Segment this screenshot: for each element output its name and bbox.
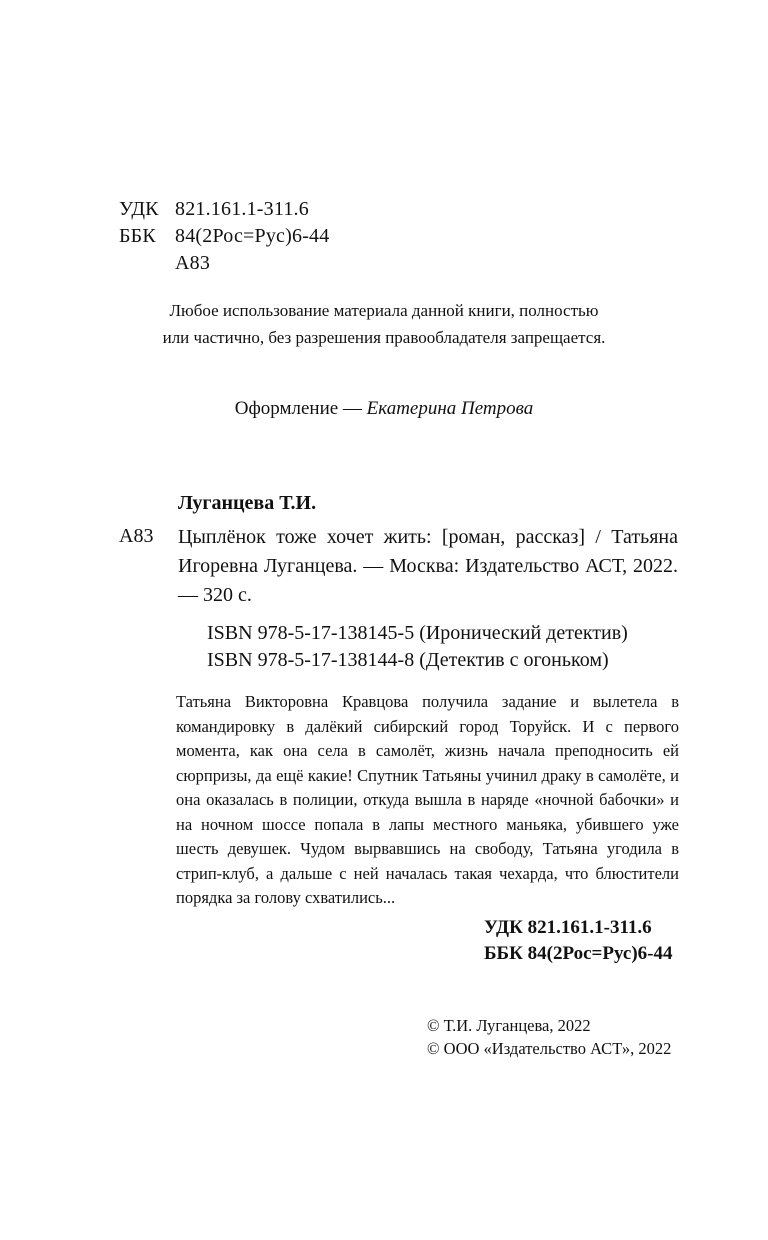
copyright-author: © Т.И. Луганцева, 2022 xyxy=(427,1016,591,1035)
book-annotation: Татьяна Викторовна Кравцова получила задание и вылетела в командировку в далёкий сибирский город Торуйск. И с первого момента, как она села в самолёт, жизнь начала преподносить ей сюрпризы, да ещё какие! Спутник Татьяны учинил драку в самолёте, и она оказалась в полиции, откуда вышла в наряде «ночной бабочки» и на ночном шоссе попала в лапы местного маньяка, убившего уже шесть девушек. Чудом вырвавшись на свободу, Татьяна угодила в стрип-клуб, а дальше с ней началась такая чехарда, что блюстители порядка за голову схватились... xyxy=(176,692,679,907)
bbk-label: ББК xyxy=(119,225,156,247)
isbn-1: ISBN 978-5-17-138145-5 (Иронический детектив) xyxy=(207,622,628,644)
rights-notice-line-1: Любое использование материала данной книги, полностью xyxy=(169,301,599,320)
design-credit xyxy=(0,398,768,420)
record-author: Луганцева Т.И. xyxy=(178,492,317,514)
bottom-bbk: ББК 84(2Рос=Рус)6-44 xyxy=(484,943,673,964)
record-code: А83 xyxy=(119,525,154,547)
udk-line xyxy=(119,198,309,221)
isbn-2: ISBN 978-5-17-138144-8 (Детектив с огоньком) xyxy=(207,649,609,671)
author-mark: А83 xyxy=(175,252,211,274)
bottom-udk: УДК 821.161.1-311.6 xyxy=(484,917,652,938)
rights-notice-line-2: или частично, без разрешения правообладателя запрещается. xyxy=(162,328,606,347)
copyright-publisher: © ООО «Издательство АСТ», 2022 xyxy=(427,1039,672,1058)
udk-value: 821.161.1-311.6 xyxy=(175,198,309,220)
bbk-value: 84(2Рос=Рус)6-44 xyxy=(175,225,330,247)
bibliographic-description: Цыплёнок тоже хочет жить: [роман, рассказ] / Татьяна Игоревна Луганцева. — Москва: Издательство АСТ, 2022. — 320 с. xyxy=(178,526,678,606)
designer-name: Екатерина Петрова xyxy=(366,398,534,419)
udk-label: УДК xyxy=(119,198,159,220)
bbk-line xyxy=(119,225,329,248)
design-label: Оформление — xyxy=(234,398,367,419)
